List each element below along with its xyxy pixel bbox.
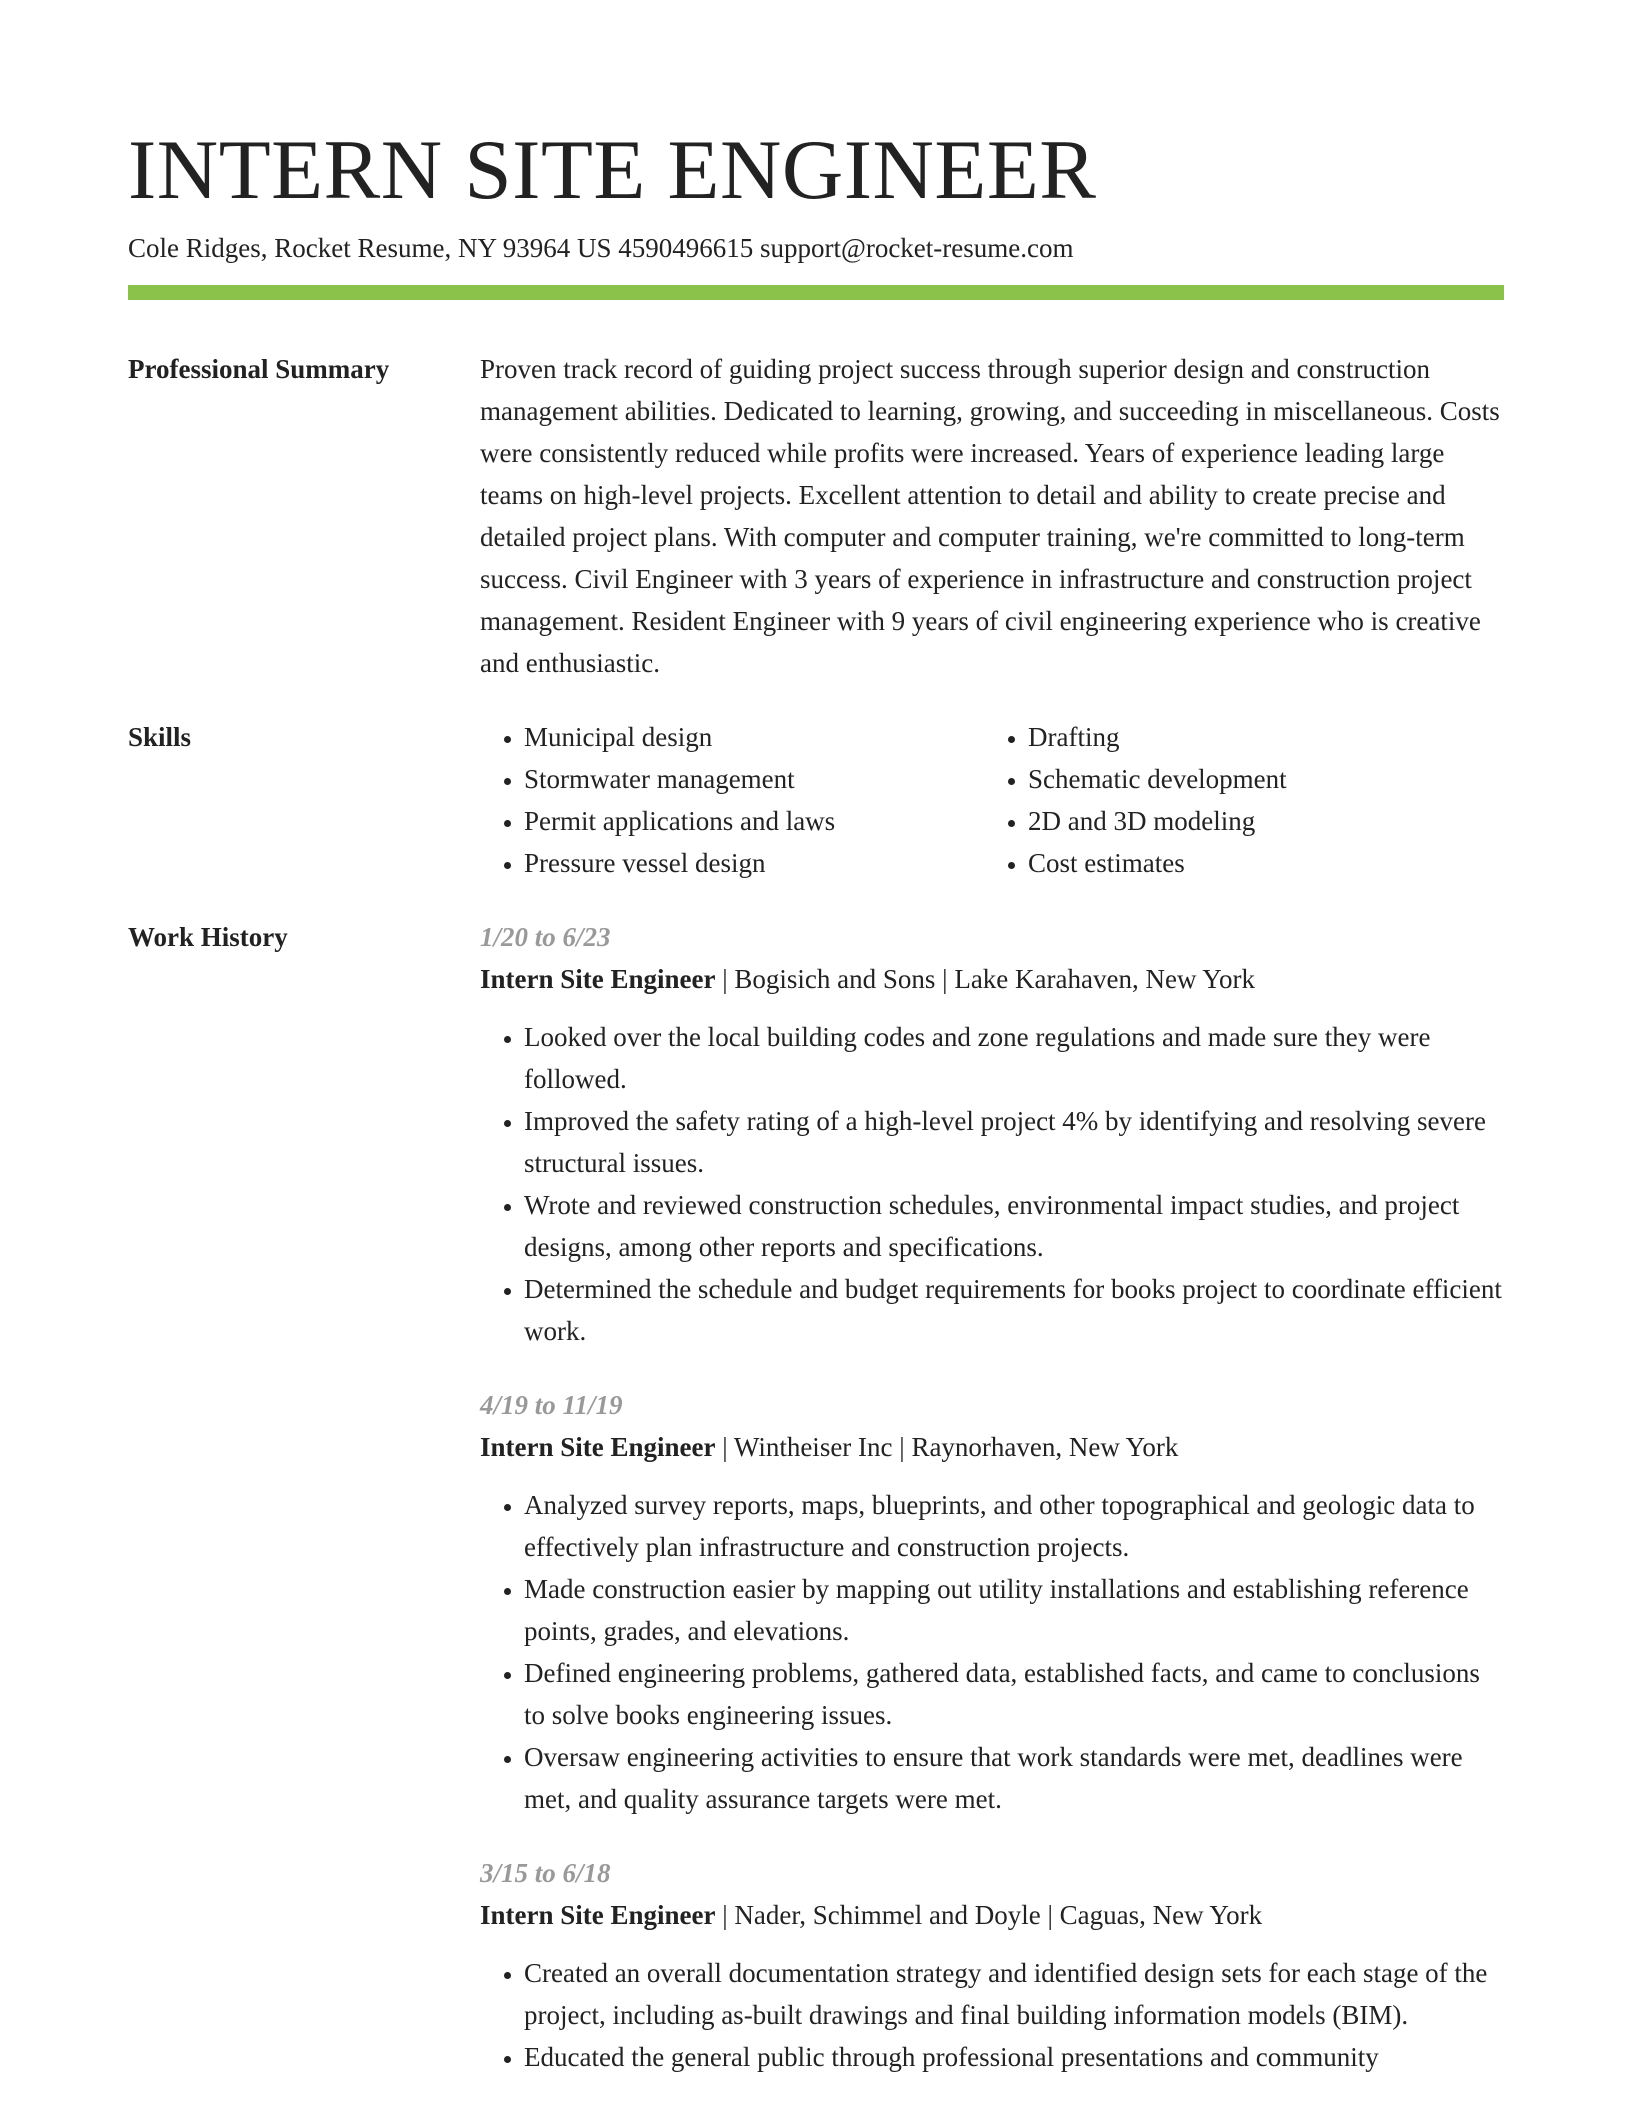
job-company: Wintheiser Inc [733,1432,893,1462]
job-location: Raynorhaven, New York [911,1432,1179,1462]
summary-heading: Professional Summary [128,354,390,384]
job-bullet: • Created an overall documentation strategy and identified design sets for each stage of the project, including as-built drawings and final building information models (BIM). [524,1952,1504,2036]
job-location: Caguas, New York [1059,1900,1263,1930]
header-divider [128,285,1504,300]
job-bullet: • Educated the general public through professional presentations and community [524,2036,1504,2078]
contact-email: support@rocket-resume.com [759,233,1074,263]
job-entry [480,916,1504,1352]
job-dates: 1/20 to 6/23 [480,922,611,952]
job-bullets [480,1016,1504,1352]
job-title-line: Intern Site Engineer | Bogisich and Sons | Lake Karahaven, New York [480,964,1255,994]
skill-item: • Cost estimates [1028,842,1488,884]
summary-section [128,348,1504,684]
resume-page [128,120,1504,2078]
work-history-section [128,916,1504,2078]
job-bullet: • Wrote and reviewed construction schedules, environmental impact studies, and project designs, among other reports and specifications. [524,1184,1504,1268]
job-title: Intern Site Engineer [480,1900,716,1930]
job-dates: 3/15 to 6/18 [480,1858,611,1888]
job-company: Bogisich and Sons [734,964,936,994]
contact-address: Cole Ridges, Rocket Resume, NY 93964 US [128,233,612,263]
job-bullet: • Looked over the local building codes and zone regulations and made sure they were followed. [524,1016,1504,1100]
contact-line [128,230,1504,266]
job-entry [480,1852,1504,2078]
job-bullet: • Oversaw engineering activities to ensure that work standards were met, deadlines were met, and quality assurance targets were met. [524,1736,1504,1820]
job-bullet: • Analyzed survey reports, maps, blueprints, and other topographical and geologic data to effectively plan infrastructure and construction projects. [524,1484,1504,1568]
job-bullet: • Made construction easier by mapping out utility installations and establishing reference points, grades, and elevations. [524,1568,1504,1652]
work-history-heading: Work History [128,922,288,952]
contact-phone: 4590496615 [618,233,754,263]
skill-item: • Schematic development [1028,758,1488,800]
skills-list-left [480,716,984,884]
skills-list-right [984,716,1488,884]
job-dates: 4/19 to 11/19 [480,1390,623,1420]
skill-item: • Municipal design [524,716,984,758]
job-bullet: • Defined engineering problems, gathered data, established facts, and came to conclusions to solve books engineering issues. [524,1652,1504,1736]
resume-title: INTERN SITE ENGINEER [128,123,1097,217]
job-entry [480,1384,1504,1820]
job-location: Lake Karahaven, New York [954,964,1255,994]
skills-heading: Skills [128,722,192,752]
skill-item: • Pressure vessel design [524,842,984,884]
skills-section [128,716,1504,884]
skill-item: • Drafting [1028,716,1488,758]
job-bullet: • Determined the schedule and budget requirements for books project to coordinate efficient work. [524,1268,1504,1352]
job-company: Nader, Schimmel and Doyle [734,1900,1041,1930]
job-title-line: Intern Site Engineer | Wintheiser Inc | Raynorhaven, New York [480,1432,1179,1462]
summary-text: Proven track record of guiding project success through superior design and construction management abilities. Dedicated to learning, growing, and succeeding in miscellaneous. Costs were consistently reduced while profits were increased. Years of experience leading large teams on high-level projects. Excellent attention to detail and ability to create precise and detailed project plans. With computer and computer training, we're committed to long-term success. Civil Engineer with 3 years of experience in infrastructure and construction project management. Resident Engineer with 9 years of civil engineering experience who is creative and enthusiastic. [480,354,1500,678]
skill-item: • 2D and 3D modeling [1028,800,1488,842]
job-bullets [480,1484,1504,1820]
job-bullets [480,1952,1504,2078]
job-title-line: Intern Site Engineer | Nader, Schimmel and Doyle | Caguas, New York [480,1900,1263,1930]
job-title: Intern Site Engineer [480,964,716,994]
skill-item: • Stormwater management [524,758,984,800]
job-title: Intern Site Engineer [480,1432,716,1462]
skill-item: • Permit applications and laws [524,800,984,842]
job-bullet: • Improved the safety rating of a high-level project 4% by identifying and resolving severe structural issues. [524,1100,1504,1184]
